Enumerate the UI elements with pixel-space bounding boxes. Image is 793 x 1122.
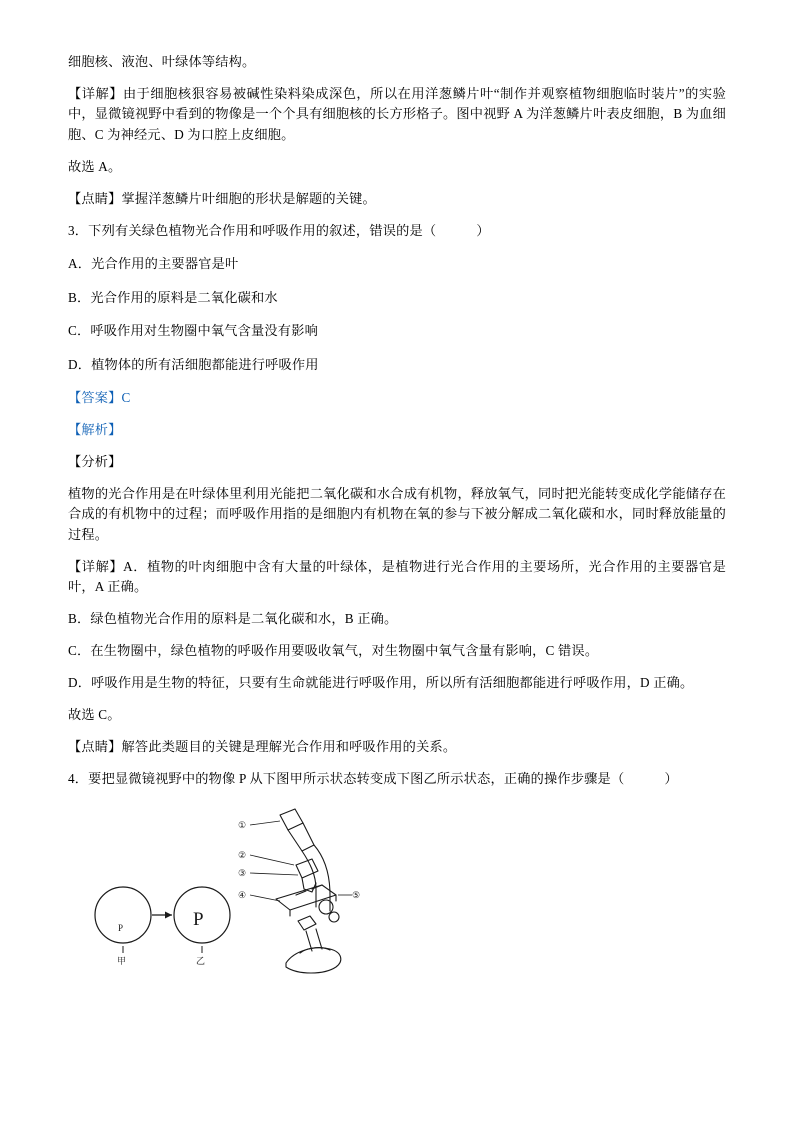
detail-option-d: D．呼吸作用是生物的特征，只要有生命就能进行呼吸作用，所以所有活细胞都能进行呼吸作用，D 正确。 xyxy=(68,675,694,691)
question-4-stem: 4．要把显微镜视野中的物像 P 从下图甲所示状态转变成下图乙所示状态，正确的操作步骤是（ ） xyxy=(68,770,678,786)
svg-text:③: ③ xyxy=(238,868,247,879)
svg-text:⑤: ⑤ xyxy=(352,890,360,901)
question-4-figure xyxy=(68,803,726,993)
paragraph-answer-choice-1: 故选 A。 xyxy=(68,158,122,174)
microscope-diagram xyxy=(90,803,360,988)
document-body xyxy=(68,52,726,993)
svg-text:①: ① xyxy=(238,820,247,831)
svg-text:④: ④ xyxy=(238,890,247,901)
paragraph-key-point-1: 【点睛】掌握洋葱鳞片叶细胞的形状是解题的关键。 xyxy=(68,190,376,206)
question-3-analysis-label: 【解析】 xyxy=(68,421,122,437)
paragraph-answer-choice-2: 故选 C。 xyxy=(68,706,121,722)
svg-text:P: P xyxy=(118,923,124,934)
analysis-heading: 【分析】 xyxy=(68,453,122,469)
paragraph-detailed-explanation-1: 【详解】由于细胞核狠容易被碱性染料染成深色，所以在用洋葱鳞片叶“制作并观察植物细胞临时装片”的实验中，显微镜视野中看到的物像是一个个具有细胞核的长方形格子。图中视野 A 为洋葱鳞片叶表皮细胞，B 为血细胞、C 为神经元、D 为口腔上皮细胞。 xyxy=(68,85,726,142)
svg-text:甲: 甲 xyxy=(117,956,127,967)
svg-text:②: ② xyxy=(238,850,247,861)
analysis-body: 植物的光合作用是在叶绿体里利用光能把二氧化碳和水合成有机物，释放氧气，同时把光能转变成化学能储存在合成的有机物中的过程；而呼吸作用指的是细胞内有机物在氧的参与下被分解成二氧化碳和水，同时释放能量的过程。 xyxy=(68,485,726,542)
question-3-option-d: D．植物体的所有活细胞都能进行呼吸作用 xyxy=(68,356,319,372)
question-3-stem: 3．下列有关绿色植物光合作用和呼吸作用的叙述，错误的是（ ） xyxy=(68,222,490,238)
detail-option-a: 【详解】A．植物的叶肉细胞中含有大量的叶绿体，是植物进行光合作用的主要场所，光合作用的主要器官是叶，A 正确。 xyxy=(68,558,726,595)
question-3-option-b: B．光合作用的原料是二氧化碳和水 xyxy=(68,289,278,305)
question-3-answer: 【答案】C xyxy=(68,389,131,405)
paragraph-key-point-2: 【点睛】解答此类题目的关键是理解光合作用和呼吸作用的关系。 xyxy=(68,738,457,754)
question-3-option-c: C．呼吸作用对生物圈中氧气含量没有影响 xyxy=(68,323,318,339)
svg-text:乙: 乙 xyxy=(196,956,206,967)
paragraph-continuation: 细胞核、液泡、叶绿体等结构。 xyxy=(68,54,256,69)
svg-text:P: P xyxy=(193,909,204,931)
question-3-option-a: A．光合作用的主要器官是叶 xyxy=(68,256,239,272)
detail-option-b: B．绿色植物光合作用的原料是二氧化碳和水，B 正确。 xyxy=(68,611,398,627)
detail-option-c: C．在生物圈中，绿色植物的呼吸作用要吸收氧气，对生物圈中氧气含量有影响，C 错误。 xyxy=(68,643,599,659)
